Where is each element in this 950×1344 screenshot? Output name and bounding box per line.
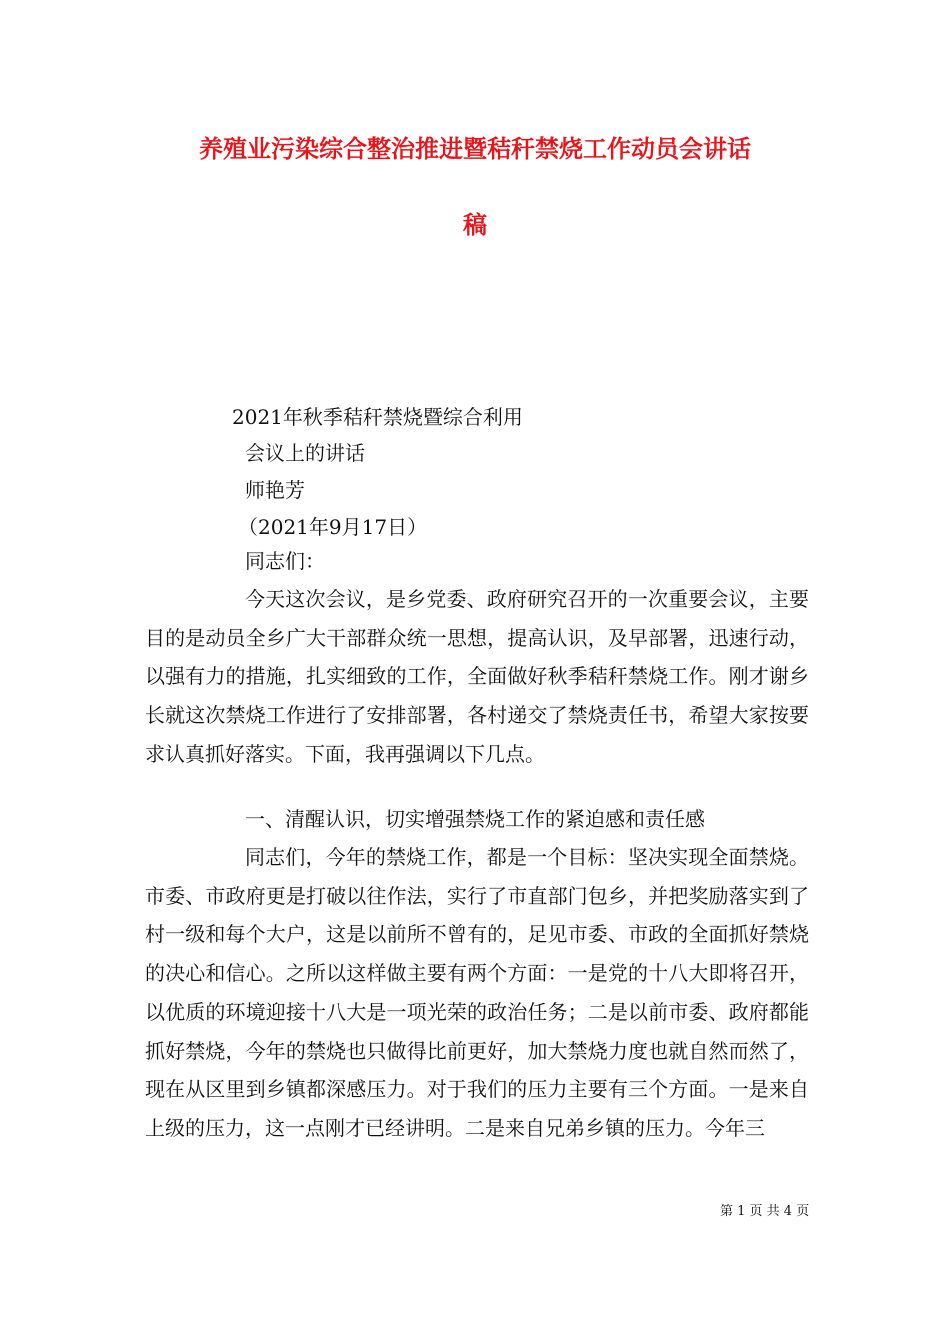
paragraph-section-one: 同志们，今年的禁烧工作，都是一个目标：坚决实现全面禁烧。市委、市政府更是打破以往作法，实行了市直部门包乡，并把奖励落实到了村一级和每个大户，这是以前所不曾有的，足见市委、市政的全面抓好禁烧的决心和信心。之所以这样做主要有两个方面：一是党的十八大即将召开，以优质的环境迎接十八大是一项光荣的政治任务；二是以前市委、政府都能抓好禁烧，今年的禁烧也只做得比前更好，加大禁烧力度也就自然而然了，现在从区里到乡镇都深感压力。对于我们的压力主要有三个方面。一是来自上级的压力，这一点刚才已经讲明。二是来自兄弟乡镇的压力。今年三 <box>145 845 809 1140</box>
meeting-name-continuation: 会议上的讲话 <box>245 441 365 465</box>
speaker-name: 师艳芳 <box>245 478 305 502</box>
meeting-name: 2021年秋季秸秆禁烧暨综合利用 <box>232 405 523 429</box>
section-heading: 一、清醒认识，切实增强禁烧工作的紧迫感和责任感 <box>245 807 705 831</box>
page-title-continuation: 稿 <box>463 210 487 239</box>
speech-date: （2021年9月17日） <box>238 515 428 539</box>
page-number: 第 1 页 共 4 页 <box>720 1204 810 1219</box>
page-title: 养殖业污染综合整治推进暨秸秆禁烧工作动员会讲话 <box>199 134 751 163</box>
salutation: 同志们： <box>245 549 325 573</box>
paragraph-introduction: 今天这次会议，是乡党委、政府研究召开的一次重要会议，主要目的是动员全乡广大干部群众统一思想，提高认识，及早部署，迅速行动，以强有力的措施，扎实细致的工作，全面做好秋季秸秆禁烧工作。刚才谢乡长就这次禁烧工作进行了安排部署，各村递交了禁烧责任书，希望大家按要求认真抓好落实。下面，我再强调以下几点。 <box>145 587 809 766</box>
